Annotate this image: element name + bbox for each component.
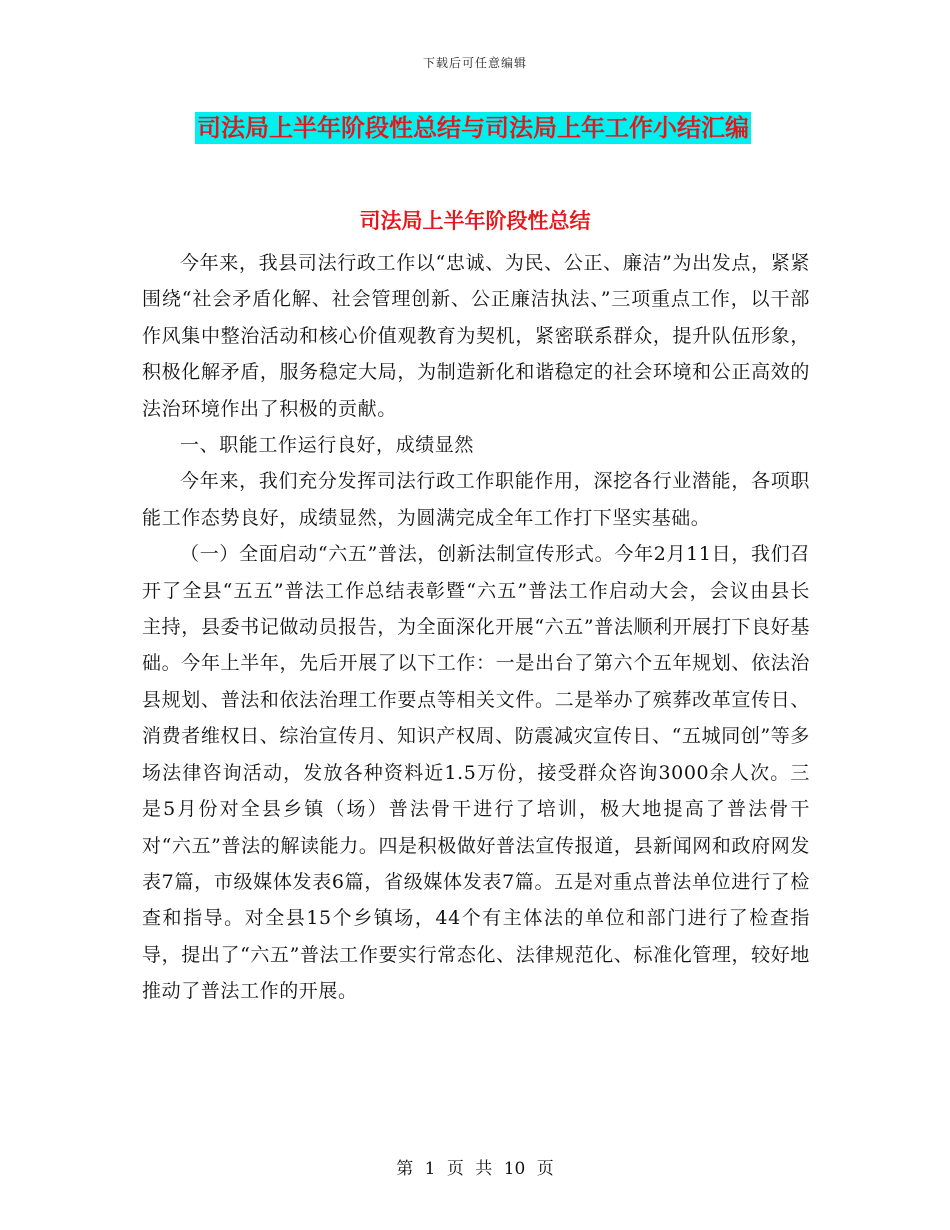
document-body — [142, 245, 810, 1010]
paragraph-section-1: （一）全面启动“六五”普法，创新法制宣传形式。今年2月11日，我们召开了全县“五五”普法工作总结表彰暨“六五”普法工作启动大会，会议由县长主持，县委书记做动员报告，为全面深化开展“六五”普法顺利开展打下良好基础。今年上半年，先后开展了以下工作：一是出台了第六个五年规划、依法治县规划、普法和依法治理工作要点等相关文件。二是举办了殡葬改革宣传日、消费者维权日、综治宣传月、知识产权周、防震减灾宣传日、“五城同创”等多场法律咨询活动，发放各种资料近1.5万份，接受群众咨询3000余人次。三是5月份对全县乡镇（场）普法骨干进行了培训，极大地提高了普法骨干对“六五”普法的解读能力。四是积极做好普法宣传报道，县新闻网和政府网发表7篇，市级媒体发表6篇，省级媒体发表7篇。五是对重点普法单位进行了检查和指导。对全县15个乡镇场，44个有主体法的单位和部门进行了检查指导，提出了“六五”普法工作要实行常态化、法律规范化、标准化管理，较好地推动了普法工作的开展。 — [142, 543, 810, 1003]
paragraph-summary: 今年来，我们充分发挥司法行政工作职能作用，深挖各行业潜能，各项职能工作态势良好，成绩显然，为圆满完成全年工作打下坚实基础。 — [142, 470, 810, 529]
page-footer: 第 1 页 共 10 页 — [396, 1159, 554, 1179]
section-title: 司法局上半年阶段性总结 — [359, 209, 591, 233]
document-main-title: 司法局上半年阶段性总结与司法局上年工作小结汇编 — [197, 114, 749, 142]
paragraph-intro: 今年来，我县司法行政工作以“忠诚、为民、公正、廉洁”为出发点，紧紧围绕“社会矛盾化解、社会管理创新、公正廉洁执法、”三项重点工作，以干部作风集中整治活动和核心价值观教育为契机，紧密联系群众，提升队伍形象，积极化解矛盾，服务稳定大局，为制造新化和谐稳定的社会环境和公正高效的法治环境作出了积极的贡献。 — [142, 252, 810, 420]
paragraph-heading-1: 一、职能工作运行良好，成绩显然 — [180, 434, 475, 457]
header-note: 下载后可任意编辑 — [422, 56, 527, 70]
